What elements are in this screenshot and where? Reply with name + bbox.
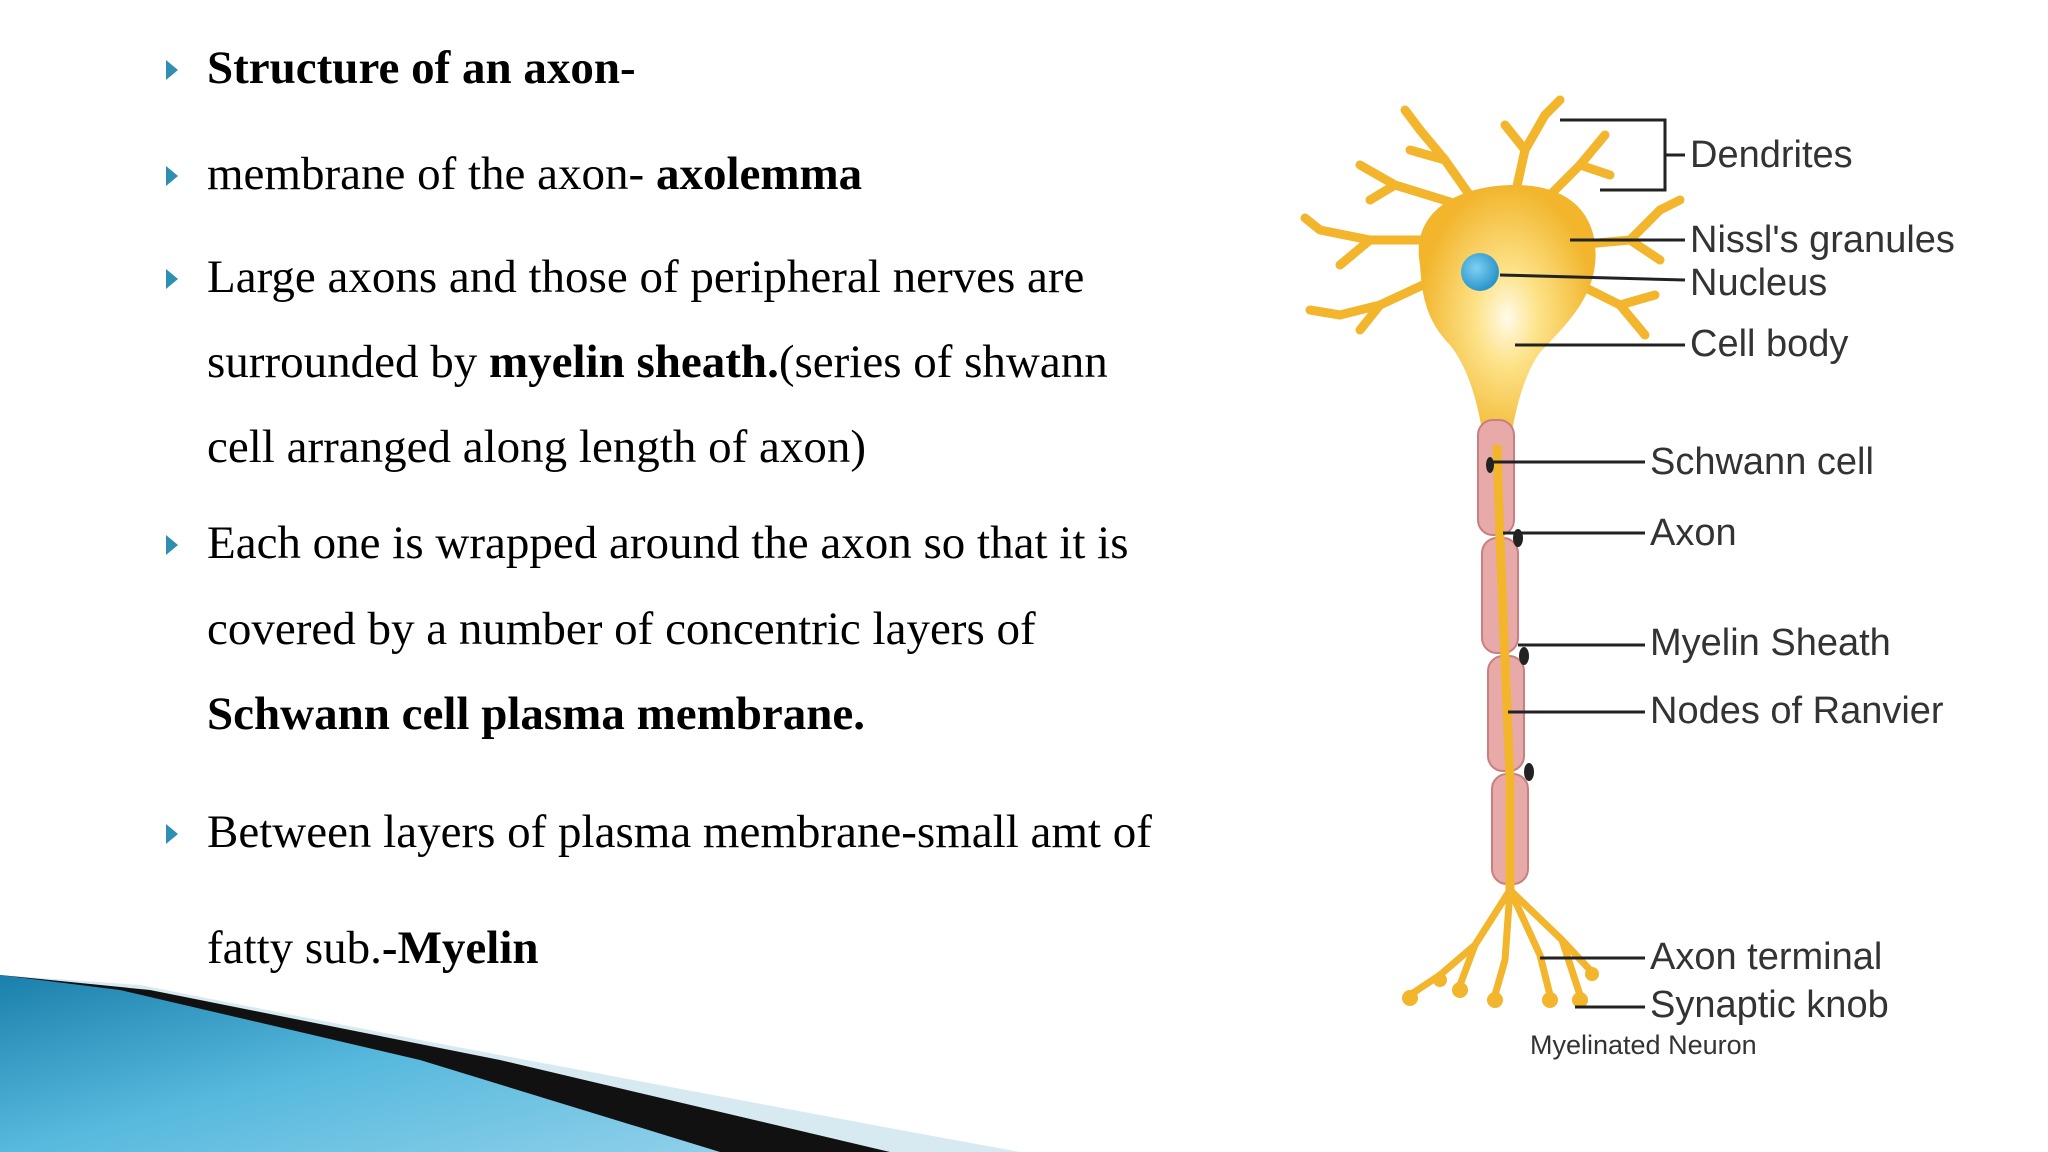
bullet-text: cell arranged along length of axon): [207, 421, 867, 473]
bullet-text: Between layers of plasma membrane-small amt of: [207, 806, 1152, 858]
bullet-line: [207, 148, 863, 200]
label-dendrites: Dendrites: [1690, 134, 1853, 176]
diagram-caption: Myelinated Neuron: [1530, 1030, 1757, 1060]
bullet-line-continued: [207, 336, 1108, 388]
neuron-diagram: [1300, 90, 2000, 1080]
bullet-marker-icon: [166, 535, 178, 555]
bullet-line: [207, 517, 1129, 569]
bullet-text: membrane of the axon-: [207, 148, 656, 200]
bullet-text-bold: -Myelin: [381, 922, 539, 974]
bullet-line-continued: [207, 688, 865, 740]
bullet-line: [207, 251, 1085, 303]
bullet-text: covered by a number of concentric layers of: [207, 603, 1036, 655]
bullet-line: [207, 806, 1152, 858]
bullet-marker-icon: [166, 166, 178, 186]
nucleus: [1461, 253, 1499, 291]
bullet-text: Each one is wrapped around the axon so that it is: [207, 517, 1129, 569]
label-nucleus: Nucleus: [1690, 262, 1828, 304]
label-myelin-sheath: Myelin Sheath: [1650, 622, 1891, 664]
label-cell-body: Cell body: [1690, 323, 1849, 365]
label-nodes-of-ranvier: Nodes of Ranvier: [1650, 690, 1944, 732]
neuron-illustration: [1300, 90, 2000, 1080]
label-axon: Axon: [1650, 512, 1737, 554]
label-schwann-cell: Schwann cell: [1650, 441, 1874, 483]
bullet-marker-icon: [166, 60, 178, 80]
bullet-marker-icon: [166, 269, 178, 289]
label-synaptic-knob: Synaptic knob: [1650, 984, 1889, 1026]
bullet-marker-icon: [166, 824, 178, 844]
bullet-line-continued: [207, 922, 539, 974]
bullet-text-bold: axolemma: [655, 148, 863, 200]
bullet-text-bold: Schwann cell plasma membrane.: [207, 688, 865, 740]
bullet-line-continued: [207, 421, 867, 473]
label-axon-terminal: Axon terminal: [1650, 936, 1883, 978]
bullet-text: (series of shwann: [778, 336, 1108, 388]
bullet-text: Large axons and those of peripheral nerves are: [207, 251, 1085, 303]
bullet-text: Structure of an axon-: [207, 42, 636, 94]
cell-body: [1419, 185, 1596, 450]
label-nissl-granules: Nissl's granules: [1690, 219, 1955, 261]
bullet-text-bold: myelin sheath.: [488, 336, 779, 388]
bullet-text: surrounded by: [207, 336, 489, 388]
bullet-text: fatty sub.: [207, 922, 382, 974]
bullet-line: [207, 42, 636, 94]
bullet-line-continued: [207, 603, 1036, 655]
